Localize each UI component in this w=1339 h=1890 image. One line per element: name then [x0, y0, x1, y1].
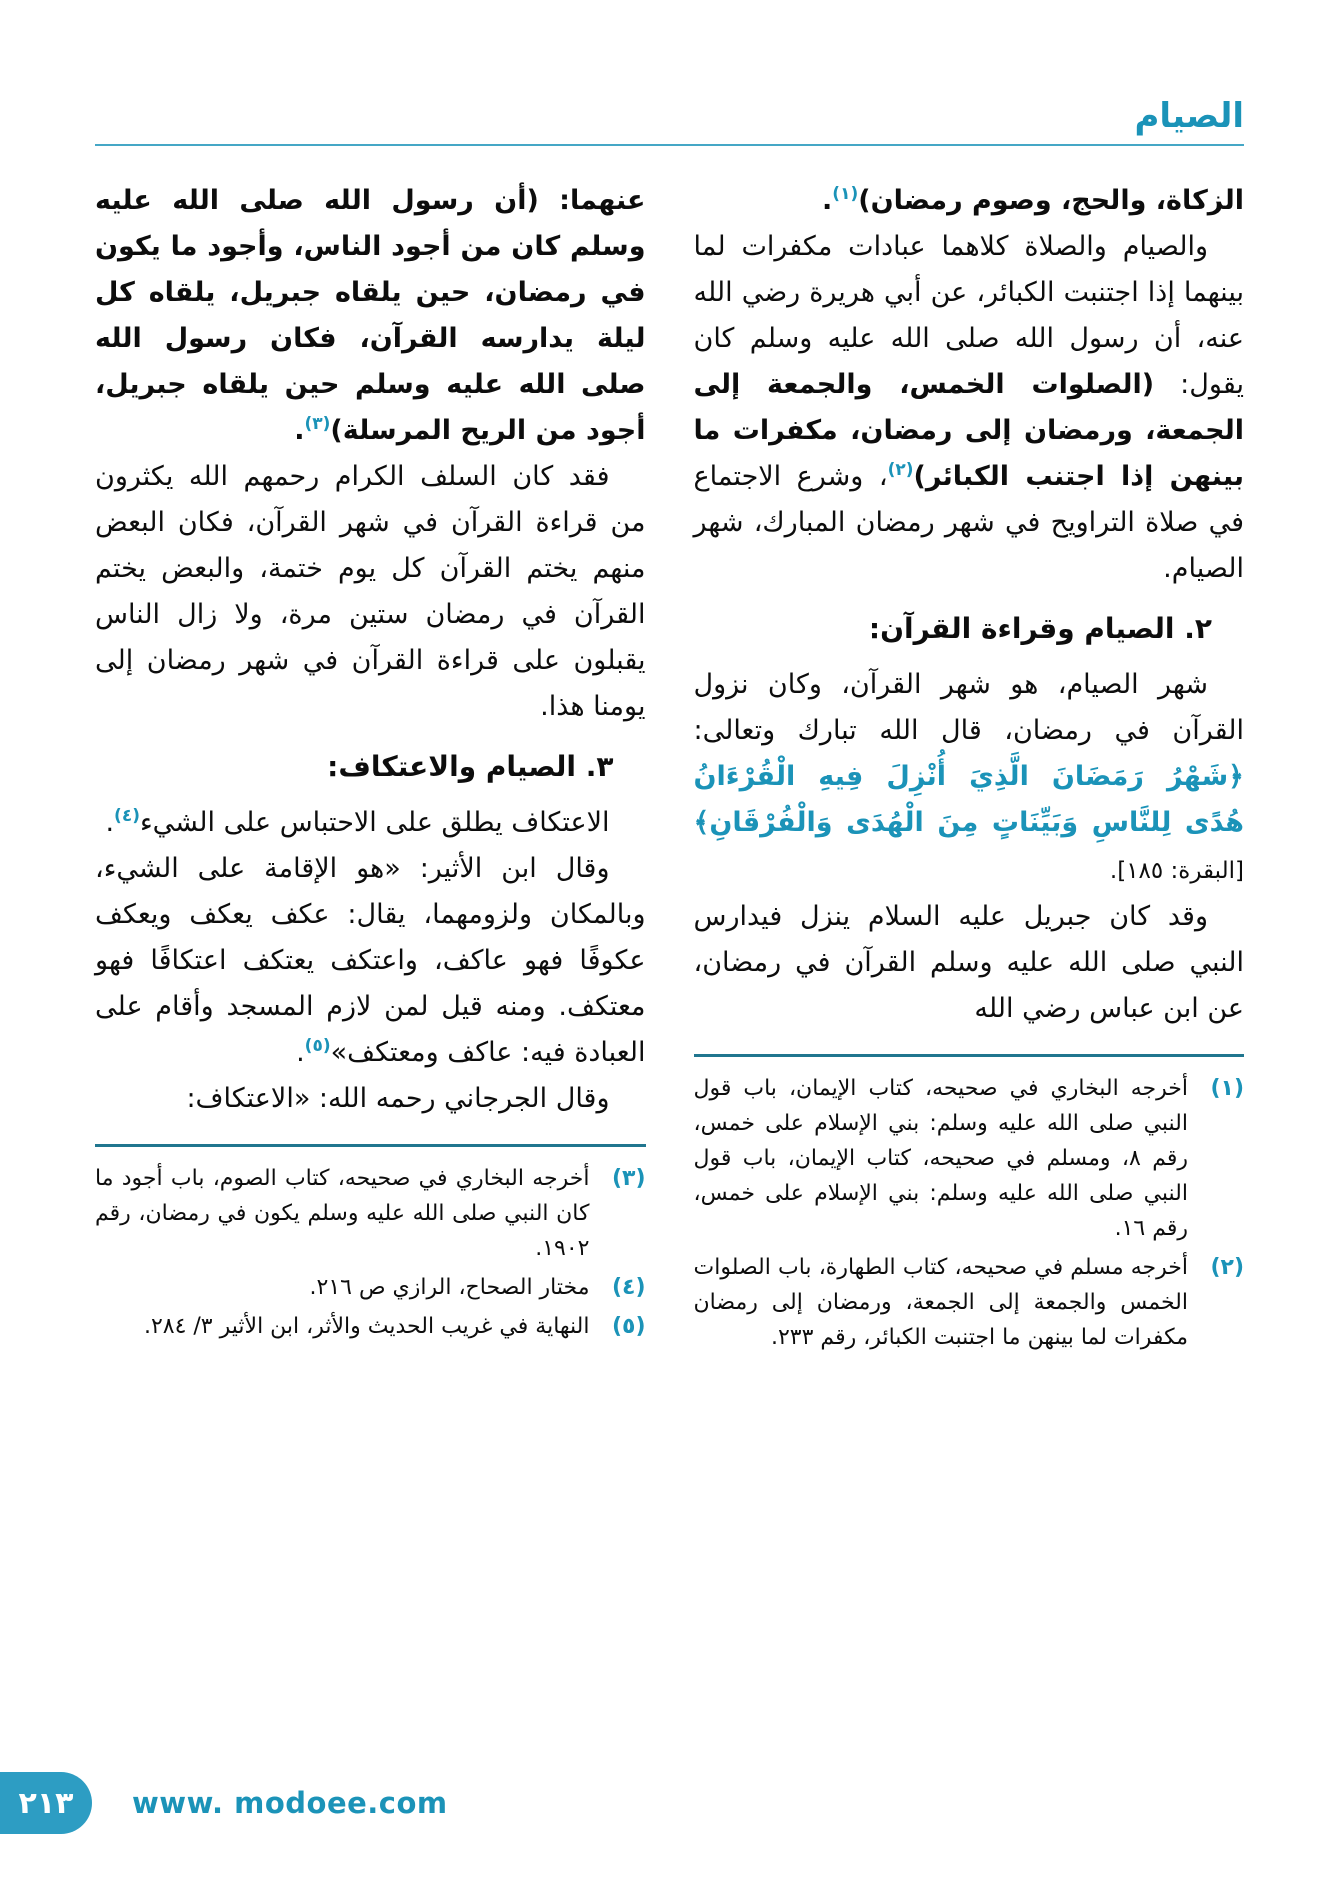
footnote-separator: [95, 1144, 646, 1147]
footnote-text: أخرجه البخاري في صحيحه، كتاب الإيمان، باب قول النبي صلى الله عليه وسلم: بني الإسلام على خمس، رقم ٨، ومسلم في صحيحه، كتاب الإيمان، باب قول النبي صلى الله عليه وسلم: بني الإسلام على خمس، رقم ١٦.: [693, 1076, 1188, 1241]
footnote-number: (٥): [611, 1314, 646, 1339]
footnote-text: النهاية في غريب الحديث والأثر، ابن الأثير ٣/ ٢٨٤.: [143, 1314, 590, 1339]
left-column: [95, 178, 646, 1348]
footnote: [95, 1270, 646, 1305]
footnote-separator: [694, 1054, 1245, 1057]
footnote-number: (٢): [1210, 1255, 1244, 1280]
body-text: شهر الصيام، هو شهر القرآن، وكان نزول القرآن في رمضان، قال الله تبارك وتعالى:: [693, 669, 1244, 746]
body-text: ، وشرع الاجتماع في صلاة التراويح في شهر رمضان المبارك، شهر الصيام.: [693, 461, 1244, 584]
body-text: وقال ابن الأثير: «هو الإقامة على الشيء، وبالمكان ولزومهما، يقال: عكف يعكف ويعكف عكوفًا فهو عاكف، واعتكف يعتكف اعتكافًا فهو معتكف. ومنه قيل لمن لازم المسجد وأقام على العبادة فيه: عاكف ومعتكف»: [95, 853, 646, 1068]
footnote-text: أخرجه البخاري في صحيحه، كتاب الصوم، باب أجود ما كان النبي صلى الله عليه وسلم يكون في رمضان، رقم ١٩٠٢.: [95, 1166, 590, 1261]
text-columns: [95, 178, 1244, 1359]
sentence-end: .: [296, 1037, 305, 1068]
page-footer: [0, 1772, 448, 1834]
footnote-ref-3: (٣): [304, 414, 331, 434]
paragraph: [95, 846, 646, 1076]
body-text: الاعتكاف يطلق على الاحتباس على الشيء: [139, 807, 610, 838]
paragraph-hadith-continuation: [694, 178, 1245, 224]
footnote: [694, 1250, 1245, 1355]
footnote-number: (٣): [611, 1166, 646, 1191]
hadith-text: (الصلوات الخمس، والجمعة إلى الجمعة، ورمضان إلى رمضان، مكفرات ما بينهن إذا اجتنب الكبائر): [693, 369, 1244, 492]
footnote-text: مختار الصحاح، الرازي ص ٢١٦.: [309, 1275, 590, 1300]
footnote-number: (١): [1210, 1076, 1244, 1101]
paragraph: [694, 662, 1245, 894]
section-heading-2: ٢. الصيام وقراءة القرآن:: [868, 612, 1212, 645]
paragraph-hadith-continuation: [95, 178, 646, 454]
paragraph: وقال الجرجاني رحمه الله: «الاعتكاف:: [186, 1083, 610, 1114]
paragraph: [694, 224, 1245, 592]
sentence-end: .: [105, 807, 115, 838]
page-header: [95, 96, 1244, 154]
footnote: [95, 1161, 646, 1266]
footnotes-left: [95, 1144, 646, 1344]
paragraph: [95, 800, 646, 846]
body-text: والصيام والصلاة كلاهما عبادات مكفرات لما بينهما إذا اجتنبت الكبائر، عن أبي هريرة رضي الله عنه، أن رسول الله صلى الله عليه وسلم كان يقول:: [693, 231, 1244, 400]
footnote-ref-1: (١): [832, 184, 859, 204]
hadith-text: عنهما: (أن رسول الله صلى الله عليه وسلم كان من أجود الناس، وأجود ما يكون في رمضان، حين يلقاه جبريل، يلقاه كل ليلة يدارسه القرآن، فكان رسول الله صلى الله عليه وسلم حين يلقاه جبريل، أجود من الريح المرسلة): [95, 185, 646, 446]
header-divider: [95, 144, 1244, 146]
sentence-end: .: [294, 415, 305, 446]
paragraph: فقد كان السلف الكرام رحمهم الله يكثرون من قراءة القرآن في شهر القرآن، فكان البعض منهم يختم القرآن كل يوم ختمة، والبعض يختم القرآن في رمضان ستين مرة، ولا زال الناس يقبلون على قراءة القرآن في شهر رمضان إلى يومنا هذا.: [95, 461, 646, 722]
hadith-text: الزكاة، والحج، وصوم رمضان): [858, 185, 1244, 216]
footnote-ref-4: (٤): [114, 806, 140, 826]
website-url: www. modoee.com: [132, 1786, 448, 1820]
footnote: [95, 1309, 646, 1344]
right-column: [694, 178, 1245, 1359]
footnote-text: أخرجه مسلم في صحيحه، كتاب الطهارة، باب الصلوات الخمس والجمعة إلى الجمعة، ورمضان إلى رمضان مكفرات لما بينهن ما اجتنبت الكبائر، رقم ٢٣٣.: [693, 1255, 1188, 1350]
footnote-ref-5: (٥): [304, 1036, 331, 1056]
page-number-badge: ٢١٣: [0, 1772, 92, 1834]
paragraph: وقد كان جبريل عليه السلام ينزل فيدارس النبي صلى الله عليه وسلم القرآن في رمضان، عن ابن عباس رضي الله: [693, 901, 1244, 1024]
footnotes-right: [694, 1054, 1245, 1355]
footnote-number: (٤): [611, 1275, 646, 1300]
section-heading-3: ٣. الصيام والاعتكاف:: [327, 750, 614, 783]
quran-verse: ﴿شَهْرُ رَمَضَانَ الَّذِيَ أُنْزِلَ فِيهِ الْقُرْءَانُ هُدًى لِلنَّاسِ وَبَيِّنَاتٍ مِنَ الْهُدَى وَالْفُرْقَانِ﴾: [693, 761, 1244, 838]
footnote: [694, 1071, 1245, 1246]
chapter-title: الصيام: [1134, 96, 1244, 136]
verse-citation: [البقرة: ١٨٥].: [1109, 858, 1244, 884]
sentence-end: .: [822, 185, 833, 216]
footnote-ref-2: (٢): [887, 460, 914, 480]
